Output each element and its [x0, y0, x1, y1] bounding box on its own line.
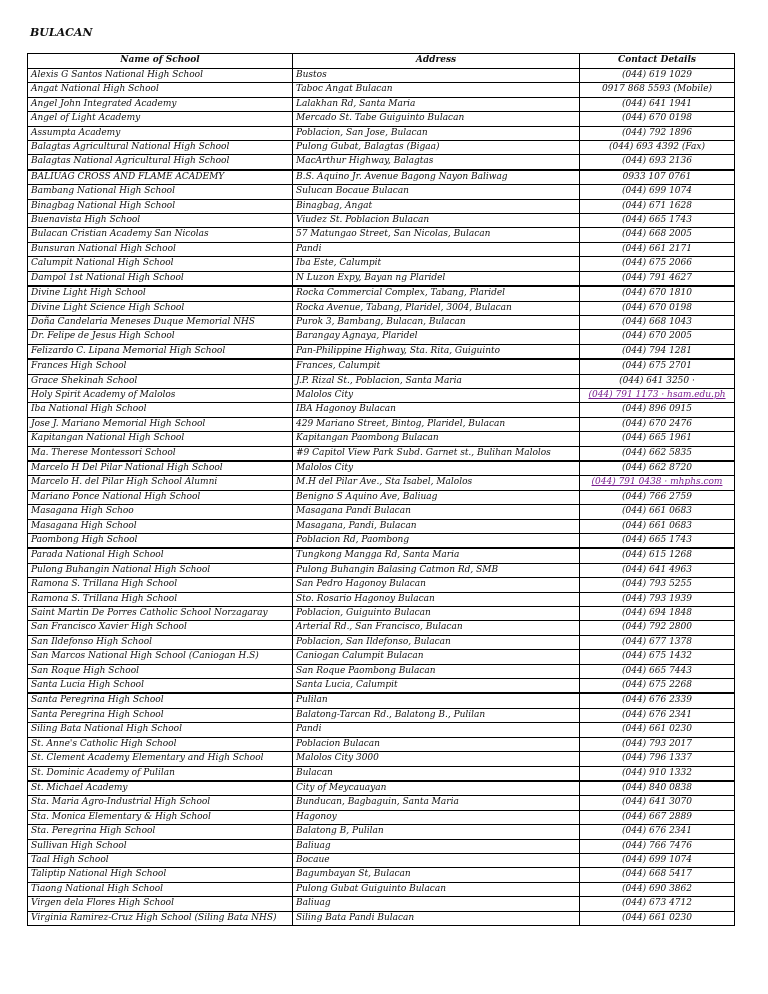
contact-cell: (044) 699 1074: [580, 185, 735, 199]
school-name-cell: Balagtas Agricultural National High School: [28, 141, 293, 155]
school-name-cell: Divine Light High School: [28, 286, 293, 301]
school-name-cell: Santa Peregrina High School: [28, 693, 293, 708]
school-name-cell: Dampol 1st National High School: [28, 271, 293, 286]
school-name-cell: Angel of Light Academy: [28, 112, 293, 126]
table-row: [28, 315, 735, 329]
table-row: [28, 839, 735, 853]
address-cell: City of Meycauayan: [293, 781, 580, 796]
table-row: [28, 417, 735, 431]
contact-cell: (044) 665 1743: [580, 214, 735, 228]
school-name-cell: Masagana High Schoo: [28, 505, 293, 519]
address-cell: Pulong Gubat Guiguinto Bulacan: [293, 882, 580, 896]
contact-cell: (044) 699 1074: [580, 853, 735, 867]
contact-cell: (044) 615 1268: [580, 548, 735, 563]
table-row: [28, 126, 735, 140]
contact-cell: (044) 662 8720: [580, 461, 735, 476]
address-cell: Pan-Philippine Highway, Sta. Rita, Guiguinto: [293, 344, 580, 359]
address-cell: Poblacion, San Jose, Bulacan: [293, 126, 580, 140]
table-row: [28, 810, 735, 824]
address-cell: Bocaue: [293, 853, 580, 867]
table-header-row: [28, 54, 735, 69]
address-cell: San Pedro Hagonoy Bulacan: [293, 578, 580, 592]
address-cell: Malolos City: [293, 461, 580, 476]
school-name-cell: St. Anne's Catholic High School: [28, 737, 293, 751]
table-row: [28, 796, 735, 810]
table-row: [28, 374, 735, 388]
school-name-cell: Sta. Peregrina High School: [28, 825, 293, 839]
table-row: [28, 490, 735, 504]
school-name-cell: Divine Light Science High School: [28, 301, 293, 315]
school-name-cell: Marcelo H. del Pilar High School Alumni: [28, 476, 293, 490]
table-row: [28, 301, 735, 315]
contact-cell: (044) 693 4392 (Fax): [580, 141, 735, 155]
address-cell: Bustos: [293, 69, 580, 83]
table-row: [28, 635, 735, 649]
column-header-name: Name of School: [28, 54, 293, 69]
contact-cell: (044) 675 2066: [580, 257, 735, 271]
table-row: [28, 432, 735, 446]
school-name-cell: Assumpta Academy: [28, 126, 293, 140]
table-row: [28, 607, 735, 621]
school-name-cell: Felizardo C. Lipana Memorial High School: [28, 344, 293, 359]
school-name-cell: Sullivan High School: [28, 839, 293, 853]
contact-cell: 0933 107 0761: [580, 170, 735, 185]
contact-cell: (044) 791 4627: [580, 271, 735, 286]
address-cell: Bagumbayan St, Bulacan: [293, 868, 580, 882]
address-cell: #9 Capitol View Park Subd. Garnet st., Bulihan Malolos: [293, 446, 580, 461]
contact-cell: (044) 641 3250 ·: [580, 374, 735, 388]
table-row: [28, 693, 735, 708]
school-name-cell: Tiaong National High School: [28, 882, 293, 896]
school-name-cell: Doña Candelaria Meneses Duque Memorial NHS: [28, 315, 293, 329]
contact-cell: (044) 641 4963: [580, 563, 735, 577]
address-cell: 57 Matungao Street, San Nicolas, Bulacan: [293, 228, 580, 242]
contact-cell: (044) 676 2341: [580, 825, 735, 839]
table-row: [28, 199, 735, 213]
school-name-cell: Masagana High School: [28, 519, 293, 533]
address-cell: Iba Este, Calumpit: [293, 257, 580, 271]
table-row: [28, 578, 735, 592]
table-row: [28, 737, 735, 751]
school-name-cell: Alexis G Santos National High School: [28, 69, 293, 83]
table-row: [28, 723, 735, 737]
table-row: [28, 679, 735, 694]
school-name-cell: Pulong Buhangin National High School: [28, 563, 293, 577]
school-name-cell: Sta. Maria Agro-Industrial High School: [28, 796, 293, 810]
school-name-cell: Bunsuran National High School: [28, 242, 293, 256]
address-cell: Siling Bata Pandi Bulacan: [293, 911, 580, 925]
school-name-cell: Mariano Ponce National High School: [28, 490, 293, 504]
address-cell: M.H del Pilar Ave., Sta Isabel, Malolos: [293, 476, 580, 490]
table-row: [28, 476, 735, 490]
table-row: [28, 446, 735, 461]
school-name-cell: Santa Lucia High School: [28, 679, 293, 694]
table-row: [28, 388, 735, 402]
school-name-cell: Siling Bata National High School: [28, 723, 293, 737]
contact-cell: (044) 675 1432: [580, 650, 735, 664]
school-name-cell: Marcelo H Del Pilar National High School: [28, 461, 293, 476]
address-cell: Pandi: [293, 723, 580, 737]
table-row: [28, 853, 735, 867]
address-cell: Poblacion, Guiguinto Bulacan: [293, 607, 580, 621]
address-cell: B.S. Aquino Jr. Avenue Bagong Nayon Baliwag: [293, 170, 580, 185]
contact-cell: (044) 671 1628: [580, 199, 735, 213]
table-row: [28, 155, 735, 170]
table-row: [28, 534, 735, 549]
contact-cell: (044) 668 2005: [580, 228, 735, 242]
contact-cell: (044) 794 1281: [580, 344, 735, 359]
table-row: [28, 897, 735, 911]
contact-cell: (044) 665 1743: [580, 534, 735, 549]
school-name-cell: Saint Martin De Porres Catholic School Norzagaray: [28, 607, 293, 621]
address-cell: Pulilan: [293, 693, 580, 708]
contact-cell: (044) 675 2701: [580, 359, 735, 374]
table-row: [28, 257, 735, 271]
school-name-cell: Calumpit National High School: [28, 257, 293, 271]
school-name-cell: Binagbag National High School: [28, 199, 293, 213]
address-cell: Santa Lucia, Calumpit: [293, 679, 580, 694]
school-name-cell: Ramona S. Trillana High School: [28, 592, 293, 606]
contact-cell: 0917 868 5593 (Mobile): [580, 83, 735, 97]
table-row: [28, 112, 735, 126]
school-name-cell: Grace Shekinah School: [28, 374, 293, 388]
address-cell: Malolos City 3000: [293, 752, 580, 766]
contact-cell: (044) 796 1337: [580, 752, 735, 766]
contact-cell: (044) 676 2339: [580, 693, 735, 708]
address-cell: San Roque Paombong Bulacan: [293, 664, 580, 678]
school-name-cell: Paombong High School: [28, 534, 293, 549]
table-row: [28, 141, 735, 155]
table-row: [28, 461, 735, 476]
address-cell: Masagana, Pandi, Bulacan: [293, 519, 580, 533]
school-name-cell: San Marcos National High School (Caniogan H.S): [28, 650, 293, 664]
table-row: [28, 83, 735, 97]
table-row: [28, 286, 735, 301]
contact-cell: (044) 670 0198: [580, 301, 735, 315]
address-cell: Benigno S Aquino Ave, Baliuag: [293, 490, 580, 504]
address-cell: Bulacan: [293, 766, 580, 781]
contact-cell: (044) 792 1896: [580, 126, 735, 140]
contact-cell: (044) 661 0230: [580, 723, 735, 737]
address-cell: Purok 3, Bambang, Bulacan, Bulacan: [293, 315, 580, 329]
address-cell: Balatong-Tarcan Rd., Balatong B., Pulilan: [293, 708, 580, 722]
table-row: [28, 825, 735, 839]
address-cell: Lalakhan Rd, Santa Maria: [293, 97, 580, 111]
school-name-cell: Sta. Monica Elementary & High School: [28, 810, 293, 824]
contact-cell: (044) 641 3070: [580, 796, 735, 810]
contact-cell: (044) 668 1043: [580, 315, 735, 329]
school-name-cell: Virginia Ramirez-Cruz High School (Siling Bata NHS): [28, 911, 293, 925]
table-body: [28, 69, 735, 926]
school-name-cell: Frances High School: [28, 359, 293, 374]
address-cell: N Luzon Expy, Bayan ng Plaridel: [293, 271, 580, 286]
school-name-cell: San Ildefonso High School: [28, 635, 293, 649]
address-cell: Tungkong Mangga Rd, Santa Maria: [293, 548, 580, 563]
contact-cell: (044) 661 2171: [580, 242, 735, 256]
table-row: [28, 650, 735, 664]
contact-cell: (044) 677 1378: [580, 635, 735, 649]
contact-cell: (044) 662 5835: [580, 446, 735, 461]
school-name-cell: Santa Peregrina High School: [28, 708, 293, 722]
address-cell: Pulong Gubat, Balagtas (Bigaa): [293, 141, 580, 155]
address-cell: Poblacion Bulacan: [293, 737, 580, 751]
address-cell: Malolos City: [293, 388, 580, 402]
contact-cell: (044) 676 2341: [580, 708, 735, 722]
schools-table: [27, 53, 735, 926]
contact-cell: (044) 661 0230: [580, 911, 735, 925]
school-name-cell: Buenavista High School: [28, 214, 293, 228]
school-name-cell: Taal High School: [28, 853, 293, 867]
contact-cell: (044) 670 2476: [580, 417, 735, 431]
contact-cell: (044) 641 1941: [580, 97, 735, 111]
contact-cell: (044) 766 7476: [580, 839, 735, 853]
table-row: [28, 170, 735, 185]
school-name-cell: Parada National High School: [28, 548, 293, 563]
contact-cell: (044) 896 0915: [580, 403, 735, 417]
school-name-cell: Taliptip National High School: [28, 868, 293, 882]
column-header-address: Address: [293, 54, 580, 69]
table-row: [28, 242, 735, 256]
school-name-cell: Dr. Felipe de Jesus High School: [28, 330, 293, 344]
contact-cell: (044) 793 5255: [580, 578, 735, 592]
table-row: [28, 214, 735, 228]
contact-cell: (044) 910 1332: [580, 766, 735, 781]
address-cell: Masagana Pandi Bulacan: [293, 505, 580, 519]
address-cell: MacArthur Highway, Balagtas: [293, 155, 580, 170]
address-cell: Frances, Calumpit: [293, 359, 580, 374]
school-name-cell: St. Michael Academy: [28, 781, 293, 796]
table-row: [28, 344, 735, 359]
contact-cell: (044) 670 1810: [580, 286, 735, 301]
contact-cell: (044) 792 2800: [580, 621, 735, 635]
contact-cell: (044) 661 0683: [580, 519, 735, 533]
school-name-cell: Bambang National High School: [28, 185, 293, 199]
school-name-cell: Jose J. Mariano Memorial High School: [28, 417, 293, 431]
contact-cell[interactable]: (044) 791 1173 · hsam.edu.ph: [580, 388, 735, 402]
address-cell: 429 Mariano Street, Bintog, Plaridel, Bulacan: [293, 417, 580, 431]
table-row: [28, 664, 735, 678]
contact-cell: (044) 665 1961: [580, 432, 735, 446]
school-name-cell: Holy Spirit Academy of Malolos: [28, 388, 293, 402]
table-row: [28, 271, 735, 286]
school-name-cell: San Roque High School: [28, 664, 293, 678]
school-name-cell: Iba National High School: [28, 403, 293, 417]
table-row: [28, 519, 735, 533]
contact-cell: (044) 619 1029: [580, 69, 735, 83]
table-row: [28, 781, 735, 796]
contact-cell: (044) 840 0838: [580, 781, 735, 796]
table-row: [28, 708, 735, 722]
school-name-cell: Bulacan Cristian Academy San Nicolas: [28, 228, 293, 242]
school-name-cell: Angel John Integrated Academy: [28, 97, 293, 111]
contact-cell: (044) 793 2017: [580, 737, 735, 751]
school-name-cell: San Francisco Xavier High School: [28, 621, 293, 635]
table-row: [28, 505, 735, 519]
table-row: [28, 228, 735, 242]
address-cell: Caniogan Calumpit Bulacan: [293, 650, 580, 664]
contact-cell: (044) 673 4712: [580, 897, 735, 911]
contact-cell: (044) 670 2005: [580, 330, 735, 344]
address-cell: Rocka Commercial Complex, Tabang, Plaridel: [293, 286, 580, 301]
address-cell: Balatong B, Pulilan: [293, 825, 580, 839]
address-cell: Binagbag, Angat: [293, 199, 580, 213]
school-name-cell: St. Dominic Academy of Pulilan: [28, 766, 293, 781]
school-name-cell: St. Clement Academy Elementary and High School: [28, 752, 293, 766]
contact-cell: (044) 667 2889: [580, 810, 735, 824]
page-heading: BULACAN: [30, 26, 93, 39]
address-cell: Kapitangan Paombong Bulacan: [293, 432, 580, 446]
table-row: [28, 97, 735, 111]
address-cell: Barangay Agnaya, Plaridel: [293, 330, 580, 344]
table-row: [28, 330, 735, 344]
contact-cell: (044) 766 2759: [580, 490, 735, 504]
school-name-cell: Balagtas National Agricultural High School: [28, 155, 293, 170]
address-cell: Pandi: [293, 242, 580, 256]
contact-cell[interactable]: (044) 791 0438 · mhphs.com: [580, 476, 735, 490]
table-row: [28, 621, 735, 635]
address-cell: Poblacion Rd, Paombong: [293, 534, 580, 549]
table-row: [28, 911, 735, 925]
address-cell: Bunducan, Bagbaguin, Santa Maria: [293, 796, 580, 810]
school-name-cell: BALIUAG CROSS AND FLAME ACADEMY: [28, 170, 293, 185]
address-cell: Arterial Rd., San Francisco, Bulacan: [293, 621, 580, 635]
contact-cell: (044) 668 5417: [580, 868, 735, 882]
contact-cell: (044) 693 2136: [580, 155, 735, 170]
school-name-cell: Virgen dela Flores High School: [28, 897, 293, 911]
address-cell: Sto. Rosario Hagonoy Bulacan: [293, 592, 580, 606]
table-row: [28, 69, 735, 83]
address-cell: Viudez St. Poblacion Bulacan: [293, 214, 580, 228]
address-cell: Mercado St. Tabe Guiguinto Bulacan: [293, 112, 580, 126]
contact-cell: (044) 793 1939: [580, 592, 735, 606]
address-cell: Baliuag: [293, 897, 580, 911]
address-cell: Pulong Buhangin Balasing Catmon Rd, SMB: [293, 563, 580, 577]
column-header-contact: Contact Details: [580, 54, 735, 69]
address-cell: Taboc Angat Bulacan: [293, 83, 580, 97]
contact-cell: (044) 694 1848: [580, 607, 735, 621]
table-row: [28, 359, 735, 374]
school-name-cell: Ramona S. Trillana High School: [28, 578, 293, 592]
address-cell: Poblacion, San Ildefonso, Bulacan: [293, 635, 580, 649]
contact-cell: (044) 661 0683: [580, 505, 735, 519]
address-cell: J.P. Rizal St., Poblacion, Santa Maria: [293, 374, 580, 388]
table-row: [28, 766, 735, 781]
address-cell: Hagonoy: [293, 810, 580, 824]
address-cell: Sulucan Bocaue Bulacan: [293, 185, 580, 199]
contact-cell: (044) 670 0198: [580, 112, 735, 126]
table-row: [28, 185, 735, 199]
table-row: [28, 548, 735, 563]
table-row: [28, 592, 735, 606]
address-cell: Baliuag: [293, 839, 580, 853]
school-name-cell: Kapitangan National High School: [28, 432, 293, 446]
table-row: [28, 882, 735, 896]
contact-cell: (044) 675 2268: [580, 679, 735, 694]
school-name-cell: Angat National High School: [28, 83, 293, 97]
contact-cell: (044) 690 3862: [580, 882, 735, 896]
address-cell: Rocka Avenue, Tabang, Plaridel, 3004, Bulacan: [293, 301, 580, 315]
table-row: [28, 868, 735, 882]
school-name-cell: Ma. Therese Montessori School: [28, 446, 293, 461]
contact-cell: (044) 665 7443: [580, 664, 735, 678]
table-row: [28, 403, 735, 417]
table-row: [28, 752, 735, 766]
address-cell: IBA Hagonoy Bulacan: [293, 403, 580, 417]
table-row: [28, 563, 735, 577]
